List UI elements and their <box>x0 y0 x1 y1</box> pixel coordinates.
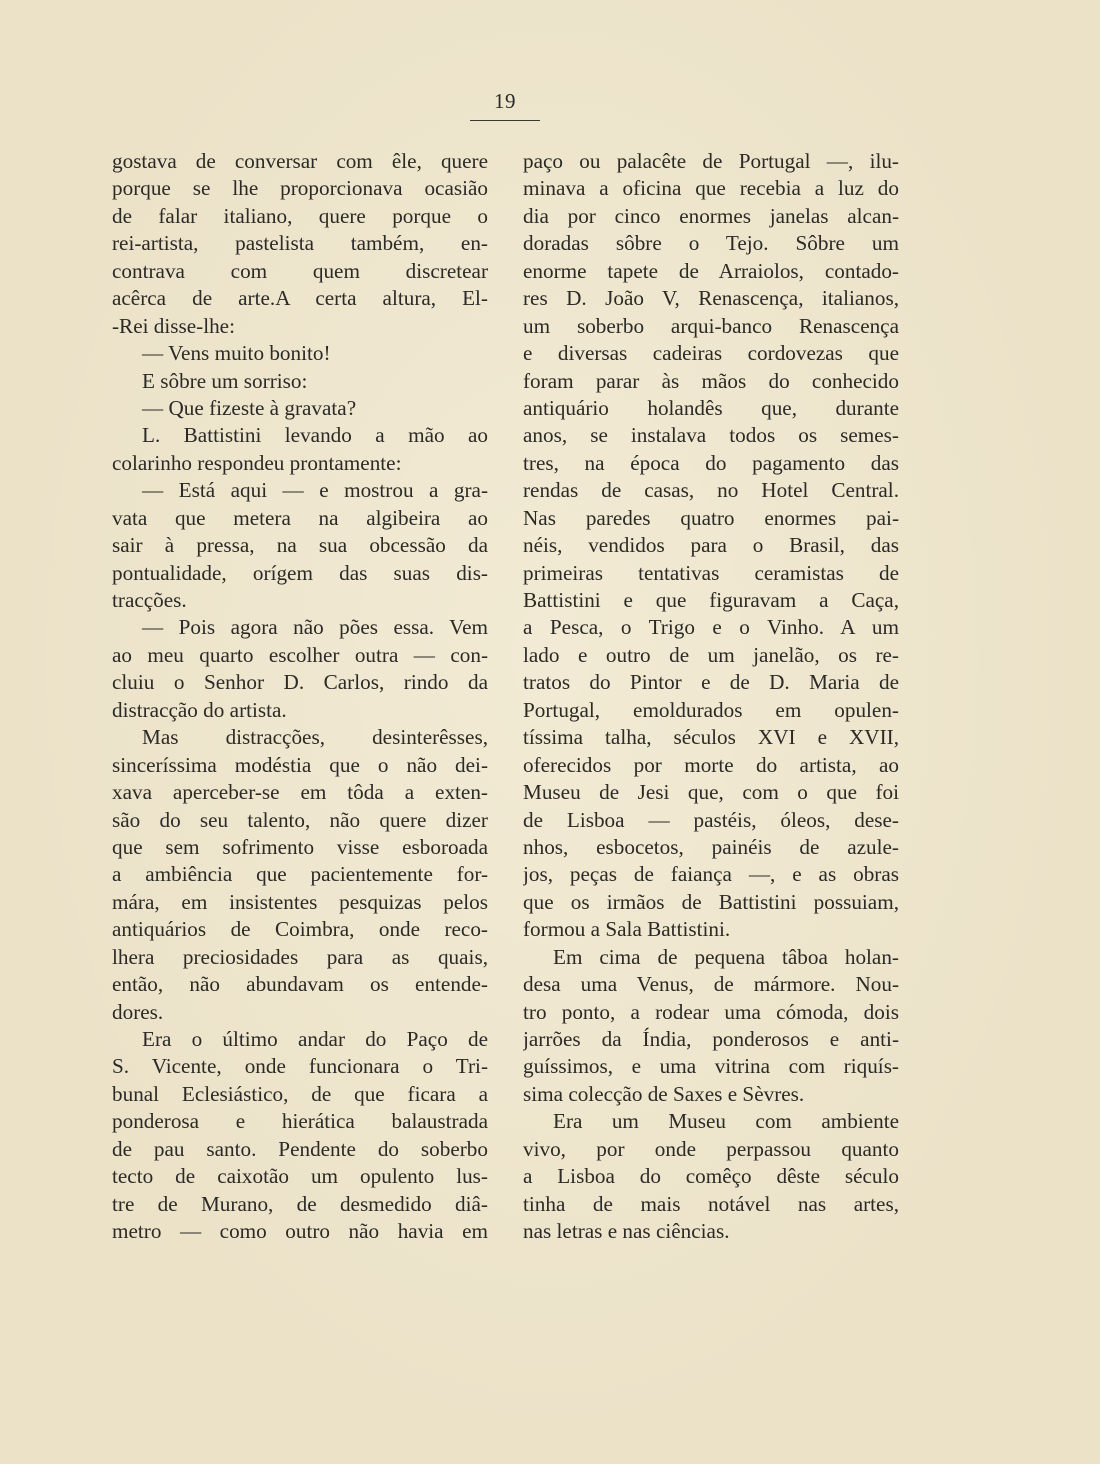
text-line: de pau santo. Pendente do soberbo <box>112 1136 488 1161</box>
text-line: doradas sôbre o Tejo. Sôbre um <box>523 231 899 256</box>
text-line: sinceríssima modéstia que o não dei- <box>112 752 488 777</box>
text-line: oferecidos por morte do artista, ao <box>523 752 899 777</box>
text-line: Era um Museu com ambiente <box>553 1109 899 1134</box>
text-line: a Pesca, o Trigo e o Vinho. A um <box>523 615 899 640</box>
text-line: antiquário holandês que, durante <box>523 395 899 420</box>
text-line: pontualidade, orígem das suas dis- <box>112 560 488 585</box>
header-rule <box>470 120 540 121</box>
text-line: ao meu quarto escolher outra — con- <box>112 642 488 667</box>
text-line: antiquários de Coimbra, onde reco- <box>112 917 488 942</box>
text-line: Museu de Jesi que, com o que foi <box>523 780 899 805</box>
text-line: — Que fizeste à gravata? <box>142 395 357 420</box>
text-line: foram parar às mãos do conhecido <box>523 368 899 393</box>
text-line: rendas de casas, no Hotel Central. <box>523 478 899 503</box>
text-line: minava a oficina que recebia a luz do <box>523 176 899 201</box>
page-number: 19 <box>494 89 516 113</box>
text-line: tratos do Pintor e de D. Maria de <box>523 670 899 695</box>
text-line: E sôbre um sorriso: <box>142 368 308 393</box>
text-line: enorme tapete de Arraiolos, contado- <box>523 258 899 283</box>
text-line: de Lisboa — pastéis, óleos, dese- <box>523 807 899 832</box>
text-line: — Está aqui — e mostrou a gra- <box>142 478 488 503</box>
text-line: que os irmãos de Battistini possuiam, <box>523 889 899 914</box>
text-line: — Pois agora não pões essa. Vem <box>142 615 488 640</box>
text-line: lhera preciosidades para as quais, <box>112 944 488 969</box>
text-line: L. Battistini levando a mão ao <box>142 423 488 448</box>
text-line: S. Vicente, onde funcionara o Tri- <box>112 1054 488 1079</box>
text-line: e diversas cadeiras cordovezas que <box>523 341 899 366</box>
text-line: Em cima de pequena tâboa holan- <box>553 944 899 969</box>
right-text-column <box>523 148 899 1246</box>
text-line: tro ponto, a rodear uma cómoda, dois <box>523 999 899 1024</box>
text-line: — Vens muito bonito! <box>142 341 331 366</box>
text-line: de falar italiano, quere porque o <box>112 203 488 228</box>
text-line: um soberbo arqui-banco Renascença <box>523 313 899 338</box>
text-line: acêrca de arte.A certa altura, El- <box>112 286 488 311</box>
text-line: tinha de mais notável nas artes, <box>523 1191 899 1216</box>
text-line: primeiras tentativas ceramistas de <box>523 560 899 585</box>
left-text-column <box>112 148 488 1246</box>
text-line: contrava com quem discretear <box>112 258 488 283</box>
text-line: dores. <box>112 999 164 1024</box>
text-line: desa uma Venus, de mármore. Nou- <box>523 972 899 997</box>
text-line: ponderosa e hierática balaustrada <box>112 1109 488 1134</box>
text-line: tracções. <box>112 588 187 612</box>
text-line: metro — como outro não havia em <box>112 1219 488 1244</box>
text-line: rei-artista, pastelista também, en- <box>112 231 488 256</box>
text-line: xava aperceber-se em tôda a exten- <box>112 780 488 805</box>
text-line: cluiu o Senhor D. Carlos, rindo da <box>112 670 488 695</box>
text-line: tíssima talha, séculos XVI e XVII, <box>523 725 899 750</box>
text-line: mára, em insistentes pesquizas pelos <box>112 889 488 914</box>
text-line: vata que metera na algibeira ao <box>112 505 488 530</box>
text-line: guíssimos, e uma vitrina com riquís- <box>523 1054 899 1079</box>
text-line: então, não abundavam os entende- <box>112 972 488 997</box>
text-line: tecto de caixotão um opulento lus- <box>112 1164 488 1189</box>
text-line: distracção do artista. <box>112 697 287 722</box>
text-line: gostava de conversar com êle, quere <box>112 149 488 173</box>
text-line: vivo, por onde perpassou quanto <box>523 1136 899 1161</box>
text-line: Nas paredes quatro enormes pai- <box>523 505 899 530</box>
text-line: tres, na época do pagamento das <box>523 450 899 475</box>
text-line: nhos, esbocetos, painéis de azule- <box>523 834 899 859</box>
text-line: Mas distracções, desinterêsses, <box>142 725 488 750</box>
text-line: jarrões da Índia, ponderosos e anti- <box>523 1027 899 1051</box>
text-line: sima colecção de Saxes e Sèvres. <box>523 1081 805 1106</box>
text-line: que sem sofrimento visse esboroada <box>112 834 488 859</box>
text-line: sair à pressa, na sua obcessão da <box>112 533 488 558</box>
text-line: nas letras e nas ciências. <box>523 1219 730 1244</box>
text-line: bunal Eclesiástico, de que ficara a <box>112 1081 488 1106</box>
text-line: jos, peças de faiança —, e as obras <box>523 862 899 887</box>
text-line: a ambiência que pacientemente for- <box>112 862 488 887</box>
text-line: anos, se instalava todos os semes- <box>523 423 899 448</box>
text-line: Era o último andar do Paço de <box>142 1027 488 1051</box>
text-line: paço ou palacête de Portugal —, ilu- <box>523 149 899 173</box>
text-line: res D. João V, Renascença, italianos, <box>523 286 899 311</box>
text-line: a Lisboa do comêço dêste século <box>523 1164 899 1189</box>
text-line: Battistini e que figuravam a Caça, <box>523 588 899 612</box>
text-line: são do seu talento, não quere dizer <box>112 807 488 832</box>
text-line: dia por cinco enormes janelas alcan- <box>523 203 899 228</box>
text-line: colarinho respondeu prontamente: <box>112 450 402 475</box>
text-line: tre de Murano, de desmedido diâ- <box>112 1191 488 1216</box>
text-line: Portugal, emoldurados em opulen- <box>523 697 899 722</box>
text-line: porque se lhe proporcionava ocasião <box>112 176 488 201</box>
text-line: formou a Sala Battistini. <box>523 917 731 942</box>
text-line: néis, vendidos para o Brasil, das <box>523 533 899 558</box>
text-line: -Rei disse-lhe: <box>112 313 235 338</box>
text-line: lado e outro de um janelão, os re- <box>523 642 899 667</box>
